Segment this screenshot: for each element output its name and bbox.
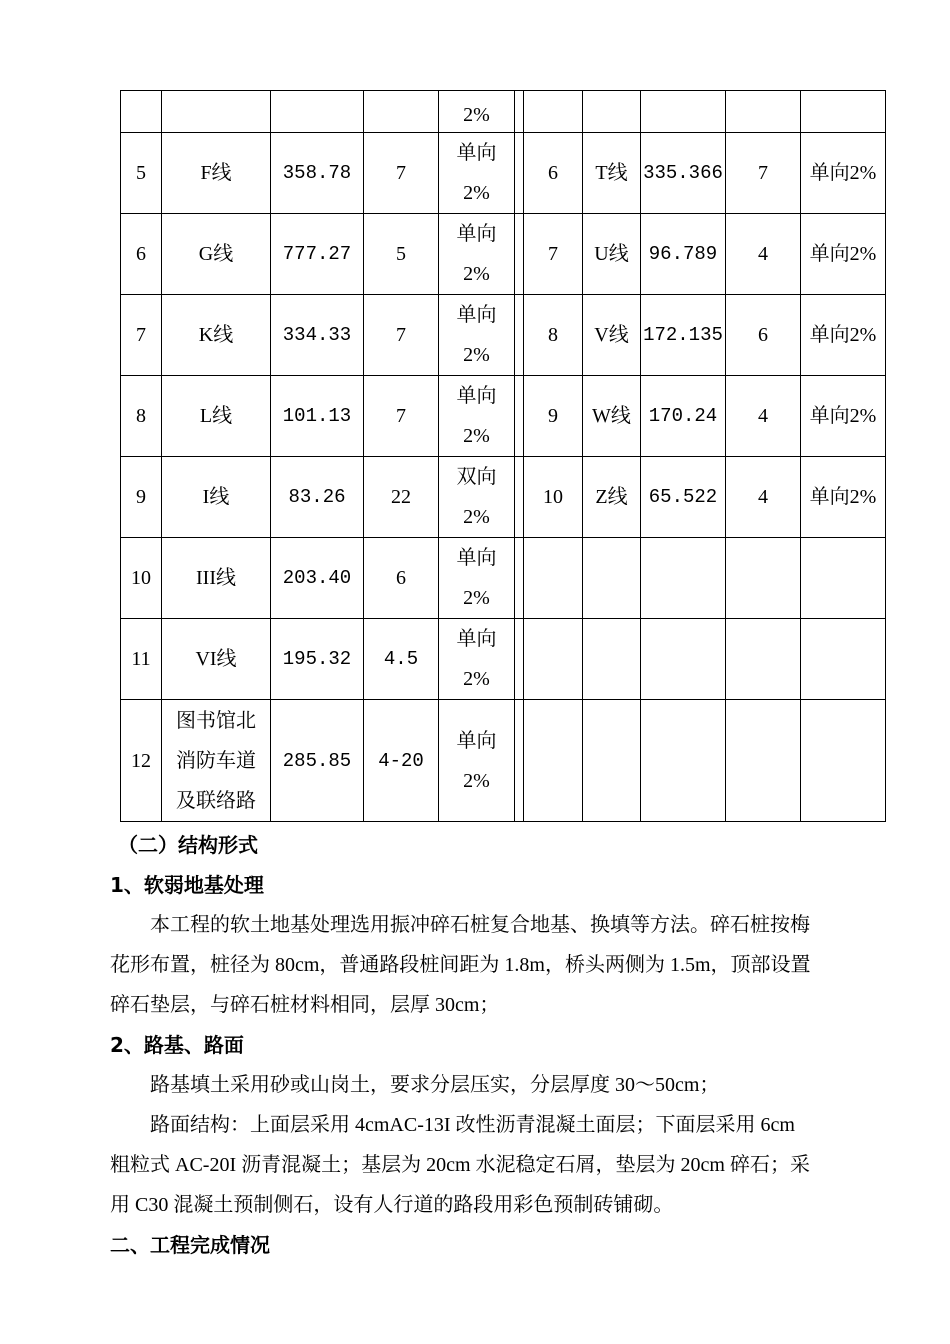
row-no: 6	[121, 214, 162, 295]
slope: 双向 2%	[439, 457, 515, 538]
length: 83.26	[271, 457, 364, 538]
text-line: 路面结构：上面层采用 4cmAC-13I 改性沥青混凝土面层；下面层采用 6cm	[150, 1114, 795, 1136]
slope: 单向 2%	[439, 214, 515, 295]
paragraph-soft-soil	[110, 905, 900, 1025]
width: 7	[364, 133, 439, 214]
width: 22	[364, 457, 439, 538]
line-name: G线	[162, 214, 271, 295]
text-line: 路基填土采用砂或山岗土，要求分层压实，分层厚度 30～50cm；	[150, 1074, 720, 1096]
r-row-no	[524, 538, 583, 619]
r-line-name	[583, 538, 641, 619]
r-slope	[801, 538, 886, 619]
length: 203.40	[271, 538, 364, 619]
line-name: L线	[162, 376, 271, 457]
slope-cell: 2%	[439, 91, 515, 133]
r-length: 335.366	[641, 133, 726, 214]
r-length: 172.135	[641, 295, 726, 376]
r-slope: 单向2%	[801, 214, 886, 295]
row-no: 11	[121, 619, 162, 700]
r-width: 7	[726, 133, 801, 214]
r-row-no: 6	[524, 133, 583, 214]
subsection-heading-roadbed: 2、路基、路面	[110, 1033, 244, 1057]
table-row	[121, 133, 886, 214]
length: 777.27	[271, 214, 364, 295]
r-slope: 单向2%	[801, 133, 886, 214]
r-length: 170.24	[641, 376, 726, 457]
width: 4-20	[364, 700, 439, 822]
r-line-name: Z线	[583, 457, 641, 538]
slope: 单向 2%	[439, 295, 515, 376]
r-length: 96.789	[641, 214, 726, 295]
r-row-no: 10	[524, 457, 583, 538]
width: 5	[364, 214, 439, 295]
r-slope	[801, 619, 886, 700]
table-row	[121, 295, 886, 376]
length: 195.32	[271, 619, 364, 700]
row-no: 8	[121, 376, 162, 457]
table-row	[121, 619, 886, 700]
line-name: 图书馆北 消防车道 及联络路	[162, 700, 271, 822]
length: 334.33	[271, 295, 364, 376]
row-no: 5	[121, 133, 162, 214]
table-row	[121, 700, 886, 822]
row-no: 10	[121, 538, 162, 619]
section-heading-structure: （二）结构形式	[118, 833, 258, 857]
width: 7	[364, 295, 439, 376]
length: 101.13	[271, 376, 364, 457]
r-slope: 单向2%	[801, 376, 886, 457]
text-line: 花形布置，桩径为 80cm，普通路段桩间距为 1.8m，桥头两侧为 1.5m，顶部设置	[110, 954, 811, 976]
r-width: 4	[726, 214, 801, 295]
r-line-name: V线	[583, 295, 641, 376]
r-width: 4	[726, 376, 801, 457]
slope: 单向 2%	[439, 133, 515, 214]
r-row-no: 8	[524, 295, 583, 376]
row-no: 12	[121, 700, 162, 822]
line-name: III线	[162, 538, 271, 619]
text-line: 用 C30 混凝土预制侧石，设有人行道的路段用彩色预制砖铺砌。	[110, 1194, 674, 1216]
slope: 单向 2%	[439, 376, 515, 457]
width: 4.5	[364, 619, 439, 700]
width: 6	[364, 538, 439, 619]
r-line-name	[583, 619, 641, 700]
paragraph-roadbed	[110, 1065, 900, 1225]
subsection-heading-soft-soil: 1、软弱地基处理	[110, 873, 264, 897]
r-slope: 单向2%	[801, 295, 886, 376]
line-name: I线	[162, 457, 271, 538]
r-length: 65.522	[641, 457, 726, 538]
road-table	[120, 90, 886, 822]
line-name: F线	[162, 133, 271, 214]
section-heading-completion: 二、工程完成情况	[110, 1233, 270, 1257]
r-width: 6	[726, 295, 801, 376]
r-line-name: T线	[583, 133, 641, 214]
table-row-continued	[121, 91, 886, 133]
r-row-no: 9	[524, 376, 583, 457]
text-line: 碎石垫层，与碎石桩材料相同，层厚 30cm；	[110, 994, 500, 1016]
row-no: 7	[121, 295, 162, 376]
text-line: 本工程的软土地基处理选用振冲碎石桩复合地基、换填等方法。碎石桩按梅	[150, 914, 810, 936]
r-line-name: U线	[583, 214, 641, 295]
r-width	[726, 538, 801, 619]
r-width: 4	[726, 457, 801, 538]
length: 358.78	[271, 133, 364, 214]
r-row-no: 7	[524, 214, 583, 295]
table-row	[121, 376, 886, 457]
r-row-no	[524, 619, 583, 700]
line-name: VI线	[162, 619, 271, 700]
r-slope: 单向2%	[801, 457, 886, 538]
r-length	[641, 619, 726, 700]
length: 285.85	[271, 700, 364, 822]
table-row	[121, 538, 886, 619]
slope: 单向 2%	[439, 700, 515, 822]
line-name: K线	[162, 295, 271, 376]
text-line: 粗粒式 AC-20I 沥青混凝土；基层为 20cm 水泥稳定石屑，垫层为 20cm 碎石；采	[110, 1154, 810, 1176]
slope: 单向 2%	[439, 619, 515, 700]
r-length	[641, 538, 726, 619]
row-no: 9	[121, 457, 162, 538]
r-line-name: W线	[583, 376, 641, 457]
width: 7	[364, 376, 439, 457]
table-row	[121, 457, 886, 538]
r-width	[726, 619, 801, 700]
slope: 单向 2%	[439, 538, 515, 619]
table-row	[121, 214, 886, 295]
